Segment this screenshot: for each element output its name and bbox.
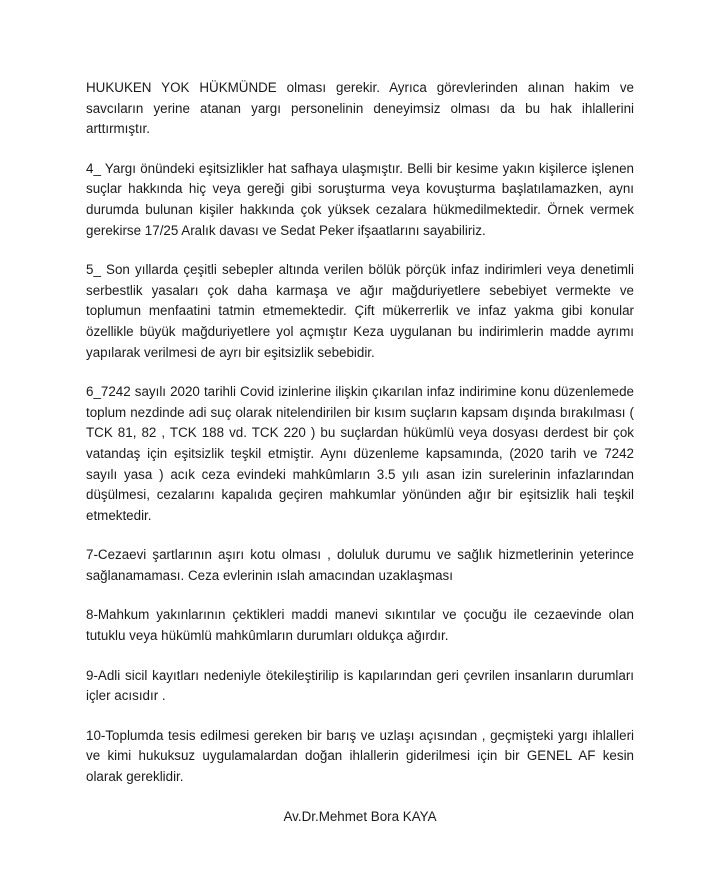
paragraph-item-8: 8-Mahkum yakınlarının çektikleri maddi manevi sıkıntılar ve çocuğu ile cezaevinde olan tutuklu veya hükümlü mahkûmların durumları oldukça ağırdır. bbox=[86, 607, 634, 644]
author-signature: Av.Dr.Mehmet Bora KAYA bbox=[283, 808, 437, 824]
paragraph-item-10: 10-Toplumda tesis edilmesi gereken bir barış ve uzlaşı açısından , geçmişteki yargı ihlalleri ve kimi hukuksuz uygulamalardan doğan ihlallerin giderilmesi için bir GENEL AF kesin olarak gereklidir. bbox=[86, 727, 634, 785]
document-page bbox=[86, 78, 634, 827]
paragraph-continuation: HUKUKEN YOK HÜKMÜNDE olması gerekir. Ayrıca görevlerinden alınan hakim ve savcıların yerine atanan yargı personelinin deneyimsiz olması da bu hak ihlallerini arttırmıştır. bbox=[86, 80, 634, 137]
paragraph-item-9: 9-Adli sicil kayıtları nedeniyle ötekileştirilip is kapılarından geri çevrilen insanların durumları içler acısıdır . bbox=[86, 667, 634, 704]
paragraph-item-4: 4_ Yargı önündeki eşitsizlikler hat safhaya ulaşmıştır. Belli bir kesime yakın kişilerce işlenen suçlar hakkında hiç veya gereği gibi soruşturma veya kovuşturma başlatılamazken, aynı durumda bulunan kişiler hakkında çok yüksek cezalara hükmedilmektedir. Örnek vermek gerekirse 17/25 Aralık davası ve Sedat Peker ifşaatlarını sayabiliriz. bbox=[86, 160, 634, 238]
paragraph-item-6: 6_7242 sayılı 2020 tarihli Covid izinlerine ilişkin çıkarılan infaz indirimine konu düzenlemede toplum nezdinde adi suç olarak nitelendirilen bir kısım suçların kapsam dışında bırakılması ( TCK 81, 82 , TCK 188 vd. TCK 220 ) bu suçlardan hükümlü veya dosyası derdest bir çok vatandaş için eşitsizlik teşkil etmiştir. Aynı düzenleme kapsamında, (2020 tarih ve 7242 sayılı yasa ) acık ceza evindeki mahkûmların 3.5 yılı asan izin surelerinin infazlarından düşülmesi, cezalarını kapalıda geçiren mahkumlar yönünden ağır bir eşitsizlik hali teşkil etmektedir. bbox=[86, 384, 634, 523]
paragraph-item-7: 7-Cezaevi şartlarının aşırı kotu olması , doluluk durumu ve sağlık hizmetlerinin yeterince sağlanamaması. Ceza evlerinin ıslah amacından uzaklaşması bbox=[86, 547, 634, 583]
paragraph-item-5: 5_ Son yıllarda çeşitli sebepler altında verilen bölük pörçük infaz indirimleri veya denetimli serbestlik yasaları çok daha karmaşa ve ağır mağduriyetlere sebebiyet vermekte ve toplumun menfaatini tatmin etmemektedir. Çift mükerrerlik ve infaz yakma gibi konular özellikle büyük mağduriyetlere yol açmıştır Keza uygulanan bu indirimlerin madde ayrımı yapılarak verilmesi de ayrı bir eşitsizlik sebebidir. bbox=[86, 262, 634, 360]
